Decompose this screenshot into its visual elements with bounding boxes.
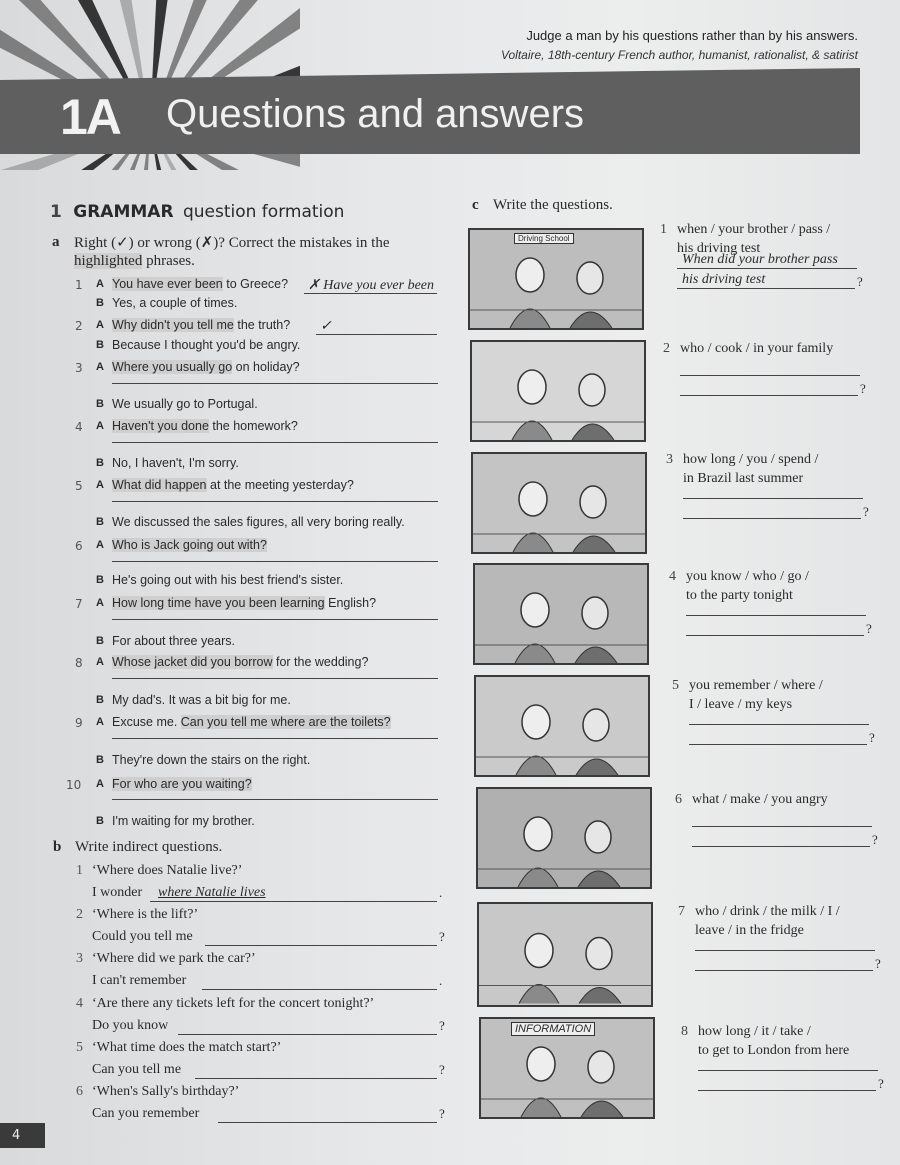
item-number: 7 [75, 597, 83, 611]
prompt-line-1: how long / you / spend / [683, 452, 819, 467]
section-number: 1 [50, 202, 62, 222]
prompt-text: Can you remember [92, 1106, 200, 1121]
speaker-b-line: My dad's. It was a bit big for me. [112, 693, 291, 707]
line-rest: for the wedding? [272, 655, 369, 669]
answer-line[interactable] [695, 950, 875, 951]
item-number: 1 [75, 278, 83, 292]
end-punctuation: . [439, 973, 443, 989]
line-rest: the truth? [233, 318, 291, 332]
prompt-line-1: who / cook / in your family [680, 341, 834, 356]
answer-line[interactable] [112, 619, 438, 620]
answer-text: his driving test [682, 272, 766, 287]
speaker-a-label: A [96, 479, 104, 491]
answer-line[interactable] [692, 826, 872, 827]
speaker-b-label: B [96, 635, 104, 647]
answer-line[interactable] [692, 846, 870, 847]
speaker-b-label: B [96, 754, 104, 766]
illustration-drawing [473, 454, 645, 552]
answer-line[interactable] [686, 615, 866, 616]
speaker-a-line [112, 596, 376, 610]
illustration [479, 1017, 655, 1119]
speaker-b-label: B [96, 398, 104, 410]
speaker-b-line: No, I haven't, I'm sorry. [112, 456, 239, 470]
direct-question: ‘When's Sally's birthday?’ [92, 1084, 240, 1099]
question-mark: ? [875, 956, 881, 971]
illustration [473, 563, 649, 665]
answer-line[interactable] [112, 678, 438, 679]
question-mark: ? [857, 274, 863, 289]
prompt-line-2: his driving test [677, 241, 761, 256]
lesson-number: 1A [60, 89, 120, 145]
line-rest: at the meeting yesterday? [206, 478, 354, 492]
illustration-drawing [470, 230, 642, 328]
highlighted-phrase: Who is Jack going out with? [112, 538, 267, 552]
part-b-instruction: Write indirect questions. [75, 839, 223, 855]
item-number: 3 [76, 951, 83, 967]
speaker-a-line [112, 419, 298, 433]
speaker-a-label: A [96, 420, 104, 432]
speaker-b-label: B [96, 297, 104, 309]
highlighted-phrase: Why didn't you tell me [112, 318, 234, 332]
highlighted-phrase: Where you usually go [112, 360, 233, 374]
prompt-text: Can you tell me [92, 1061, 182, 1077]
question-mark: ? [863, 504, 869, 519]
highlighted-phrase: Haven't you done [112, 419, 209, 433]
answer-line[interactable] [683, 518, 861, 519]
question-mark: ? [869, 730, 875, 745]
answer-text: ✓ [320, 319, 332, 334]
answer-line[interactable] [195, 1078, 437, 1079]
illustration-drawing [478, 789, 650, 887]
question-mark: ? [878, 1076, 884, 1091]
speaker-b-line: I'm waiting for my brother. [112, 814, 255, 828]
direct-question: ‘Are there any tickets left for the concert tonight?’ [92, 995, 375, 1011]
speaker-a-label: A [96, 656, 104, 668]
illustration-drawing [479, 904, 651, 1005]
speaker-a-line [112, 360, 300, 374]
answer-text: ✗ Have you ever been [308, 278, 434, 293]
highlighted-phrase: Whose jacket did you borrow [112, 655, 273, 669]
direct-question: ‘Where did we park the car?’ [92, 951, 256, 967]
answer-line[interactable] [683, 498, 863, 499]
page-number: 4 [0, 1123, 45, 1148]
speaker-b-line: We discussed the sales figures, all very boring really. [112, 515, 405, 529]
answer-line[interactable] [695, 970, 873, 971]
illustration-drawing [476, 677, 648, 775]
prompt-line-2: in Brazil last summer [683, 471, 804, 486]
illustration [476, 787, 652, 889]
illustration [468, 228, 644, 330]
item-number: 5 [672, 678, 679, 693]
answer-line[interactable] [680, 395, 858, 396]
illustration [470, 340, 646, 442]
item-number: 2 [663, 341, 670, 356]
speaker-b-label: B [96, 574, 104, 586]
speaker-b-line: He's going out with his best friend's sister. [112, 573, 344, 587]
speaker-b-line: Yes, a couple of times. [112, 296, 238, 310]
speaker-a-line [112, 318, 290, 332]
prompt-line-2: to the party tonight [686, 588, 793, 603]
line-prefix: Excuse me. [112, 715, 181, 729]
illustration [471, 452, 647, 554]
end-punctuation: ? [439, 1017, 445, 1033]
part-b-letter: b [53, 839, 62, 855]
speaker-a-label: A [96, 278, 104, 290]
item-number: 6 [75, 539, 83, 553]
speaker-b-line: Because I thought you'd be angry. [112, 338, 301, 352]
speaker-a-line [112, 277, 288, 291]
sign-label: Driving School [514, 233, 574, 244]
highlighted-phrase: What did happen [112, 478, 207, 492]
section-title: question formation [182, 202, 345, 222]
end-punctuation: . [439, 885, 443, 900]
answer-line [316, 334, 437, 335]
prompt-line-1: how long / it / take / [698, 1024, 811, 1039]
answer-line[interactable] [677, 288, 855, 289]
item-number: 9 [75, 716, 83, 730]
highlighted-phrase: Can you tell me where are the toilets? [180, 715, 391, 729]
speaker-b-line: They're down the stairs on the right. [112, 753, 311, 767]
item-number: 6 [675, 792, 682, 807]
part-c-instruction: Write the questions. [493, 197, 613, 213]
highlighted-phrase: How long time have you been learning [112, 596, 325, 610]
answer-line[interactable] [677, 268, 857, 269]
answer-line[interactable] [112, 799, 438, 800]
part-a-letter: a [52, 234, 60, 250]
prompt-text: I wonder [92, 885, 143, 900]
speaker-b-line: For about three years. [112, 634, 235, 648]
speaker-a-label: A [96, 778, 104, 790]
item-number: 4 [75, 420, 83, 434]
prompt-text: Could you tell me [92, 929, 193, 945]
item-number: 1 [76, 863, 83, 878]
illustration [474, 675, 650, 777]
item-number: 8 [75, 656, 83, 670]
answer-line[interactable] [205, 945, 437, 946]
speaker-a-label: A [96, 319, 104, 331]
answer-line[interactable] [218, 1122, 437, 1123]
prompt-line-1: you know / who / go / [686, 569, 809, 584]
direct-question: ‘Where does Natalie live?’ [92, 863, 243, 878]
question-mark: ? [872, 832, 878, 847]
item-number: 5 [76, 1039, 83, 1055]
answer-line[interactable] [689, 724, 869, 725]
item-number: 5 [75, 479, 83, 493]
illustration [477, 902, 653, 1007]
answer-line[interactable] [112, 442, 438, 443]
speaker-a-line [112, 777, 252, 791]
section-heading [50, 202, 344, 222]
item-number: 2 [76, 907, 83, 923]
prompt-line-1: who / drink / the milk / I / [695, 904, 840, 919]
answer-line[interactable] [112, 383, 438, 384]
speaker-a-line [112, 655, 368, 669]
item-number: 6 [76, 1084, 83, 1099]
answer-line[interactable] [680, 375, 860, 376]
question-mark: ? [866, 621, 872, 636]
prompt-text: I can't remember [92, 973, 187, 989]
highlight-word: highlighted [74, 253, 143, 269]
prompt-line-2: to get to London from here [698, 1043, 850, 1058]
item-number: 2 [75, 319, 83, 333]
item-number: 8 [681, 1024, 688, 1039]
part-c-letter: c [472, 197, 479, 213]
item-number: 3 [75, 361, 83, 375]
speaker-b-label: B [96, 516, 104, 528]
speaker-b-label: B [96, 457, 104, 469]
quote-author: Voltaire, 18th-century French author, humanist, rationalist, & satirist [500, 48, 858, 62]
lesson-title: Questions and answers [166, 92, 585, 136]
speaker-a-label: A [96, 361, 104, 373]
end-punctuation: ? [439, 1106, 445, 1121]
part-a-instruction-line2 [74, 253, 195, 270]
speaker-a-label: A [96, 597, 104, 609]
highlighted-phrase: You have ever been [112, 277, 223, 291]
direct-question: ‘What time does the match start?’ [92, 1039, 282, 1055]
item-number: 1 [660, 222, 667, 237]
end-punctuation: ? [439, 1061, 445, 1077]
answer-line[interactable] [689, 744, 867, 745]
answer-line[interactable] [178, 1034, 437, 1035]
instruction-rest: phrases. [142, 253, 195, 269]
line-rest: English? [324, 596, 377, 610]
prompt-text: Do you know [92, 1017, 169, 1033]
prompt-line-1: what / make / you angry [692, 792, 828, 807]
question-mark: ? [860, 381, 866, 396]
speaker-a-label: A [96, 539, 104, 551]
item-number: 10 [66, 778, 82, 792]
answer-line[interactable] [686, 635, 864, 636]
prompt-line-2: leave / in the fridge [695, 923, 804, 938]
answer-text: When did your brother pass [682, 252, 838, 267]
speaker-a-label: A [96, 716, 104, 728]
answer-line[interactable] [698, 1070, 878, 1071]
item-number: 4 [76, 995, 83, 1011]
answer-line[interactable] [112, 501, 438, 502]
highlighted-phrase: For who are you waiting? [112, 777, 252, 791]
illustration-drawing [472, 342, 644, 440]
item-number: 7 [678, 904, 685, 919]
speaker-a-line [112, 538, 267, 552]
speaker-b-label: B [96, 339, 104, 351]
line-rest: on holiday? [232, 360, 300, 374]
speaker-b-line: We usually go to Portugal. [112, 397, 258, 411]
prompt-line-1: when / your brother / pass / [677, 222, 831, 237]
sign-label: INFORMATION [511, 1022, 595, 1036]
item-number: 4 [669, 569, 676, 584]
part-a-instruction-line1: Right (✓) or wrong (✗)? Correct the mistakes in the [74, 235, 390, 251]
prompt-line-2: I / leave / my keys [689, 697, 793, 712]
section-title-bold: GRAMMAR [73, 202, 174, 222]
line-rest: to Greece? [222, 277, 289, 291]
answer-line[interactable] [202, 989, 437, 990]
speaker-b-label: B [96, 694, 104, 706]
prompt-line-1: you remember / where / [689, 678, 823, 693]
answer-text: where Natalie lives [158, 885, 266, 900]
direct-question: ‘Where is the lift?’ [92, 907, 199, 923]
line-rest: the homework? [208, 419, 298, 433]
answer-line[interactable] [698, 1090, 876, 1091]
item-number: 3 [666, 452, 673, 467]
answer-line[interactable] [112, 561, 438, 562]
speaker-a-line [112, 478, 354, 492]
quote-text: Judge a man by his questions rather than by his answers. [526, 28, 858, 43]
answer-line[interactable] [150, 901, 437, 902]
speaker-b-label: B [96, 815, 104, 827]
illustration-drawing [475, 565, 647, 663]
answer-line[interactable] [112, 738, 438, 739]
end-punctuation: ? [439, 929, 445, 945]
speaker-a-line [112, 715, 391, 729]
